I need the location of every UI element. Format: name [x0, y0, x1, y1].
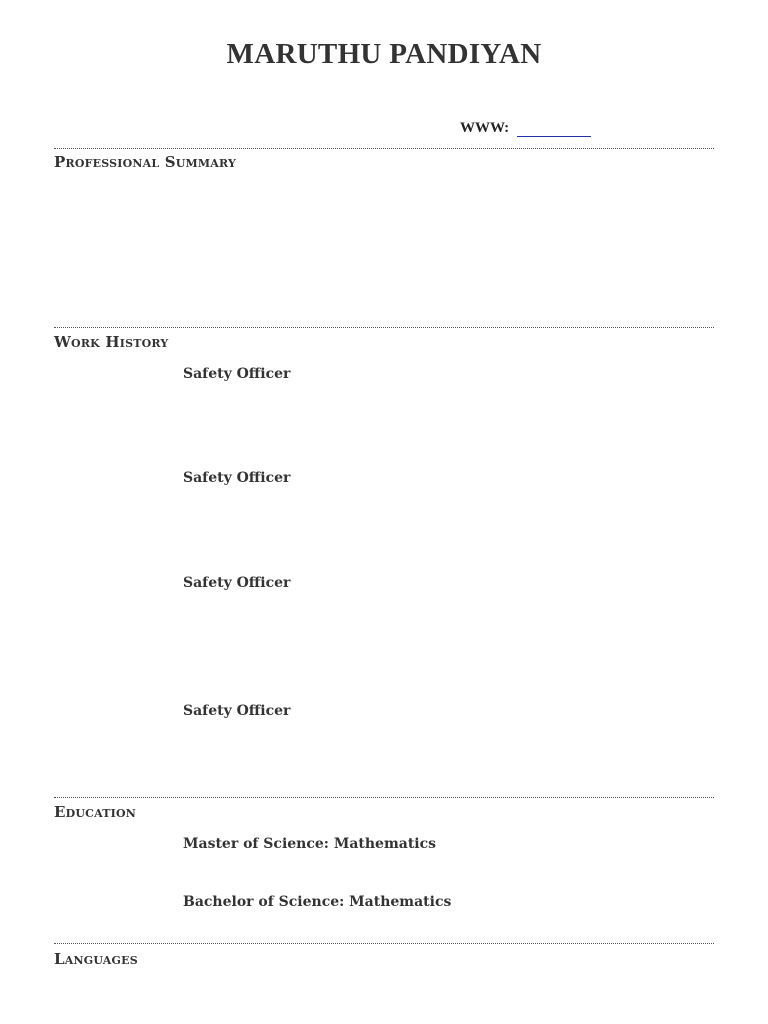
resume-name: MARUTHU PANDIYAN — [226, 38, 542, 70]
job-title: Safety Officer — [183, 470, 291, 486]
website-label: WWW: — [460, 120, 510, 136]
website-link[interactable] — [517, 121, 591, 137]
section-title-languages: Languages — [54, 950, 138, 968]
divider-summary — [54, 148, 714, 149]
divider-education — [54, 797, 714, 798]
divider-languages — [54, 943, 714, 944]
degree-title: Master of Science: Mathematics — [183, 836, 437, 852]
section-title-work: Work History — [54, 333, 169, 351]
job-title: Safety Officer — [183, 366, 291, 382]
degree-title: Bachelor of Science: Mathematics — [183, 894, 452, 910]
section-title-education: Education — [54, 803, 137, 821]
website-row — [460, 120, 591, 137]
section-title-summary: Professional Summary — [54, 153, 237, 171]
job-title: Safety Officer — [183, 575, 291, 591]
divider-work — [54, 327, 714, 328]
job-title: Safety Officer — [183, 703, 291, 719]
